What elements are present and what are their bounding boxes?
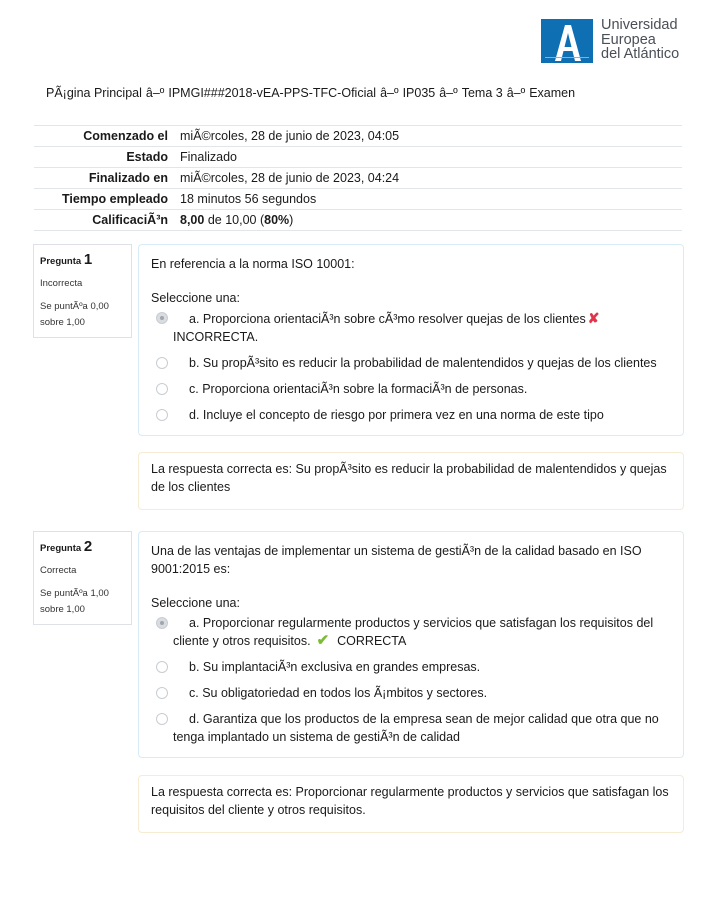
question-2-grade: Se puntÃºa 1,00 sobre 1,00 <box>40 588 109 615</box>
breadcrumb-separator: â–º <box>380 86 399 100</box>
grade-percent: 80% <box>264 213 290 227</box>
question-number: 1 <box>83 251 93 268</box>
started-value: miÃ©rcoles, 28 de junio de 2023, 04:05 <box>180 129 400 143</box>
question-1-feedback <box>138 452 684 510</box>
breadcrumb-course[interactable]: IPMGI###2018-vEA-PPS-TFC-Oficial <box>168 86 377 100</box>
green-check-icon: ✔ <box>316 632 330 649</box>
summary-row-finished <box>34 167 682 188</box>
question-2-option-d[interactable] <box>139 710 671 746</box>
radio-unselected[interactable] <box>156 383 168 395</box>
question-1-option-a[interactable] <box>139 309 671 346</box>
breadcrumb-separator: â–º <box>506 86 526 100</box>
question-1-content <box>138 244 684 436</box>
question-1-number <box>40 251 131 268</box>
time-value: 18 minutos 56 segundos <box>180 192 317 206</box>
breadcrumb-exam[interactable]: Examen <box>529 86 576 100</box>
question-1-info <box>33 244 132 338</box>
red-cross-icon: ✘ <box>587 310 600 326</box>
attempt-summary-table <box>34 125 682 231</box>
question-2-prompt: Seleccione una: <box>151 596 240 610</box>
option-result: CORRECTA <box>337 634 407 648</box>
question-label: Pregunta <box>40 256 82 267</box>
question-number: 2 <box>83 538 93 555</box>
question-2-info <box>33 531 132 625</box>
question-2-text: Una de las ventajas de implementar un sistema de gestiÃ³n de la calidad basado en ISO 9001:2015 es: <box>151 544 642 576</box>
question-1-prompt: Seleccione una: <box>151 291 240 305</box>
question-2-number <box>40 538 131 555</box>
question-2-content <box>138 531 684 758</box>
logo-line-3: del Atlántico <box>601 46 680 62</box>
question-1-option-b[interactable] <box>139 354 671 372</box>
summary-row-state <box>34 146 682 167</box>
state-label: Estado <box>126 150 168 164</box>
feedback-text: La respuesta correcta es: Su propÃ³sito es reducir la probabilidad de malentendidos y quejas de los clientes <box>151 462 667 494</box>
logo-line-1: Universidad <box>601 17 678 33</box>
summary-row-time <box>34 188 682 209</box>
option-text: b. Su implantaciÃ³n exclusiva en grandes empresas. <box>189 660 481 674</box>
finished-value: miÃ©rcoles, 28 de junio de 2023, 04:24 <box>180 171 400 185</box>
option-text: c. Proporciona orientaciÃ³n sobre la formaciÃ³n de personas. <box>189 382 528 396</box>
option-text: a. Proporcionar regularmente productos y servicios que satisfagan los requisitos del cliente y otros requisitos. <box>173 616 654 648</box>
logo-text <box>601 18 679 62</box>
breadcrumb-separator: â–º <box>145 86 165 100</box>
option-text: c. Su obligatoriedad en todos los Ã¡mbitos y sectores. <box>189 686 488 700</box>
question-2-state: Correcta <box>40 565 77 576</box>
breadcrumb <box>46 86 575 100</box>
option-text: b. Su propÃ³sito es reducir la probabilidad de malentendidos y quejas de los clientes <box>189 356 657 370</box>
breadcrumb-topic[interactable]: Tema 3 <box>461 86 503 100</box>
logo-line-2: Europea <box>601 31 656 48</box>
summary-row-grade <box>34 209 682 231</box>
state-value: Finalizado <box>180 150 237 164</box>
option-text: d. Garantiza que los productos de la empresa sean de mejor calidad que otra que no tenga implantado un sistema de gestiÃ³n de calidad <box>173 712 659 744</box>
radio-unselected[interactable] <box>156 661 168 673</box>
question-2-option-b[interactable] <box>139 658 671 676</box>
radio-unselected[interactable] <box>156 713 168 725</box>
question-1-grade: Se puntÃºa 0,00 sobre 1,00 <box>40 301 109 328</box>
breadcrumb-section[interactable]: IP035 <box>402 86 436 100</box>
breadcrumb-home[interactable]: PÃ¡gina Principal <box>46 86 142 100</box>
option-text: d. Incluye el concepto de riesgo por primera vez en una norma de este tipo <box>189 408 604 422</box>
radio-selected[interactable] <box>156 312 168 324</box>
radio-unselected[interactable] <box>156 357 168 369</box>
radio-unselected[interactable] <box>156 409 168 421</box>
started-label: Comenzado el <box>83 129 168 143</box>
option-result: INCORRECTA. <box>173 330 259 344</box>
finished-label: Finalizado en <box>88 171 168 185</box>
university-logo[interactable] <box>541 19 681 65</box>
time-label: Tiempo empleado <box>61 192 168 206</box>
grade-rest: de 10,00 ( <box>207 213 265 227</box>
summary-row-started <box>34 125 682 146</box>
radio-selected[interactable] <box>156 617 168 629</box>
question-2-option-c[interactable] <box>139 684 671 702</box>
option-text: a. Proporciona orientaciÃ³n sobre cÃ³mo resolver quejas de los clientes <box>189 312 586 326</box>
logo-a-icon <box>541 19 593 63</box>
question-1-state: Incorrecta <box>40 278 83 289</box>
question-2-option-a[interactable] <box>139 614 671 650</box>
breadcrumb-separator: â–º <box>439 86 458 100</box>
grade-value <box>180 213 293 227</box>
grade-close: ) <box>289 213 294 227</box>
radio-unselected[interactable] <box>156 687 168 699</box>
feedback-text: La respuesta correcta es: Proporcionar regularmente productos y servicios que satisfagan los requisitos del cliente y otros requisitos. <box>151 785 669 817</box>
grade-score: 8,00 <box>180 213 205 227</box>
question-1-option-c[interactable] <box>139 380 671 398</box>
question-1-option-d[interactable] <box>139 406 671 424</box>
question-2-feedback <box>138 775 684 833</box>
grade-label: CalificaciÃ³n <box>92 213 168 227</box>
question-1-text: En referencia a la norma ISO 10001: <box>151 257 355 271</box>
question-label: Pregunta <box>40 543 82 554</box>
